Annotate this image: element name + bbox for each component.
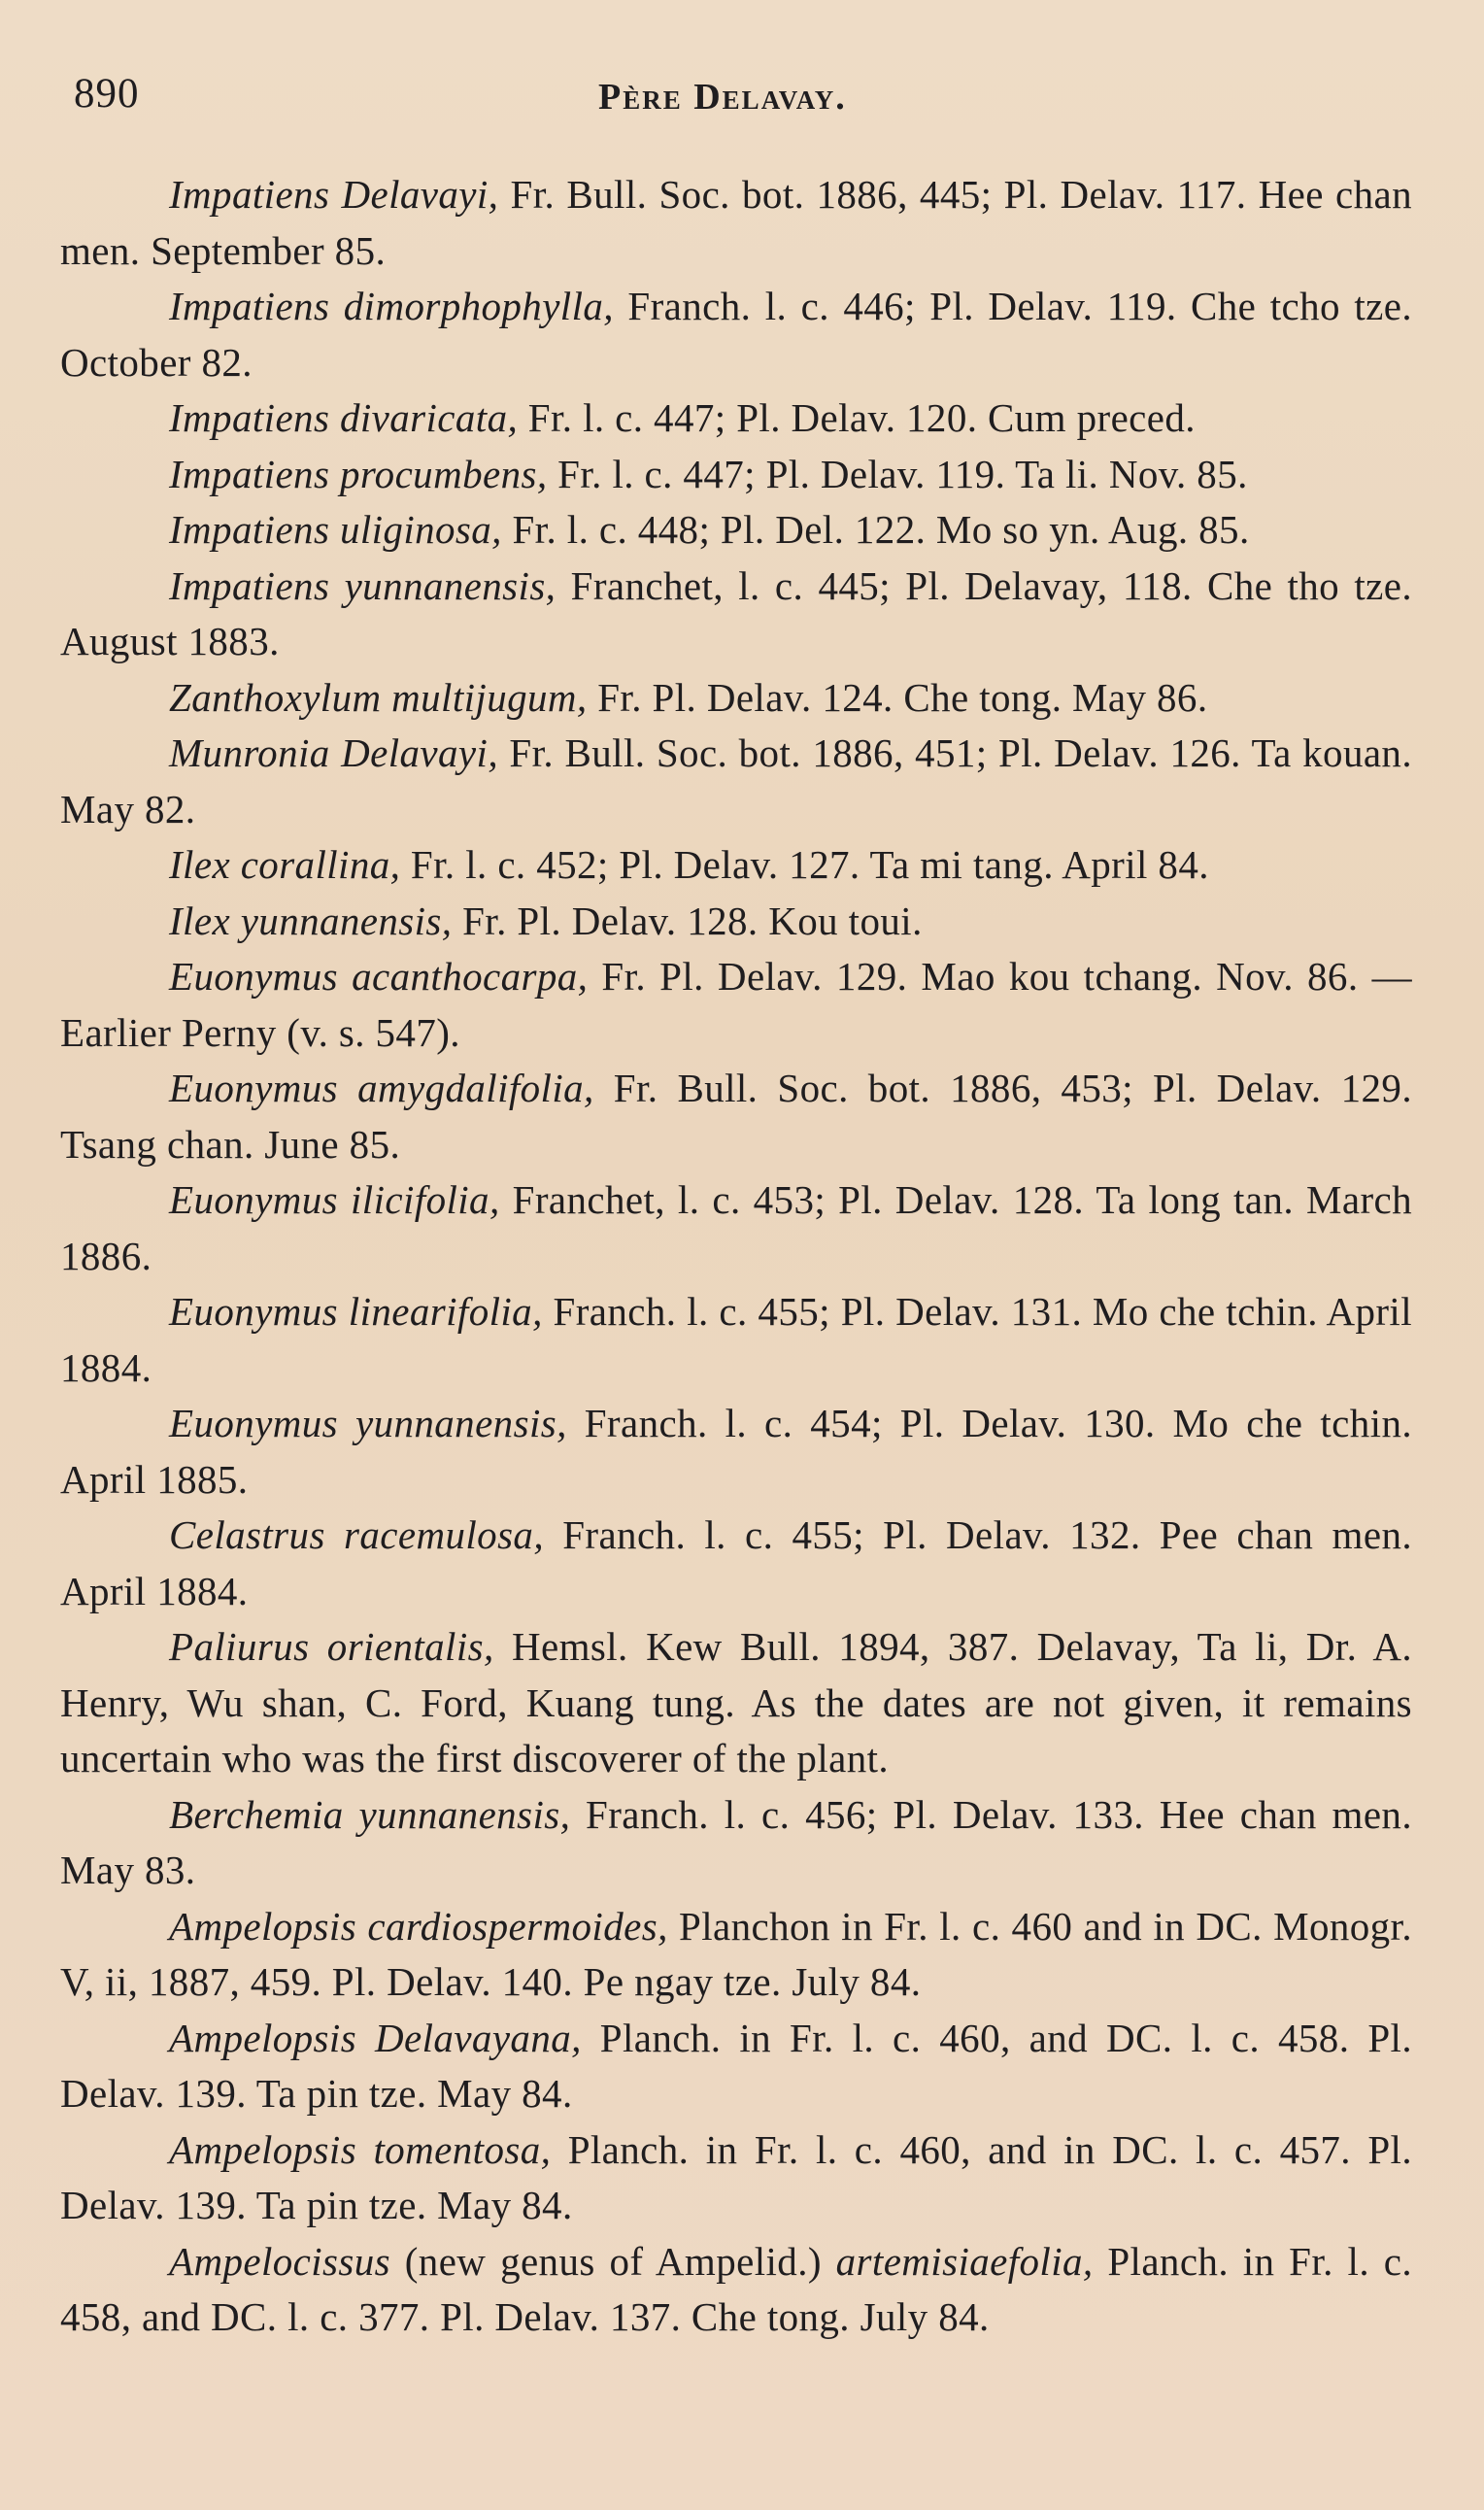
species-name: Ampelopsis cardiospermoides, [169, 1903, 668, 1949]
species-citation: Fr. Pl. Delav. 124. Che tong. May 86. [587, 674, 1208, 720]
page-header [74, 70, 1414, 128]
list-item [60, 894, 1412, 950]
species-name: Zanthoxylum multijugum, [169, 674, 588, 720]
page-number: 890 [74, 71, 140, 117]
list-item [60, 559, 1412, 670]
list-item [60, 1787, 1412, 1899]
species-name: Celastrus racemulosa, [169, 1512, 544, 1557]
species-citation: Fr. Pl. Delav. 128. Kou toui. [452, 898, 923, 943]
species-name: Euonymus amygdalifolia, [169, 1066, 594, 1110]
list-item [60, 1508, 1412, 1619]
list-item [60, 2122, 1412, 2234]
species-name: Euonymus linearifolia, [169, 1289, 543, 1334]
species-citation: Planchon in Fr. l. c. 460 and in DC. Monogr. V, ii, 1887, 459. Pl. Delav. 140. Pe ngay tze. July 84. [60, 1903, 1412, 2004]
species-list [60, 167, 1412, 2346]
species-citation: Fr. Bull. Soc. bot. 1886, 445; Pl. Delav. 117. Hee chan men. September 85. [60, 172, 1412, 273]
species-citation: Planch. in Fr. l. c. 460, and DC. l. c. 458. Pl. Delav. 139. Ta pin tze. May 84. [60, 2015, 1412, 2116]
species-name: Munronia Delavayi, [169, 730, 498, 775]
species-name: Euonymus yunnanensis, [169, 1401, 567, 1445]
list-item [60, 837, 1412, 894]
species-citation: Fr. l. c. 447; Pl. Delav. 119. Ta li. Nov. 85. [547, 451, 1248, 496]
list-item [60, 670, 1412, 727]
list-item [60, 1396, 1412, 1508]
species-citation: Fr. l. c. 447; Pl. Delav. 120. Cum preced. [518, 395, 1196, 440]
species-citation: Franchet, l. c. 453; Pl. Delav. 128. Ta long tan. March 1886. [60, 1177, 1412, 1278]
list-item [60, 2011, 1412, 2122]
species-name: Impatiens procumbens, [169, 451, 548, 496]
species-citation: Fr. Bull. Soc. bot. 1886, 453; Pl. Delav. 129. Tsang chan. June 85. [60, 1066, 1412, 1167]
genus-name: Ampelocissus [169, 2238, 390, 2284]
species-citation: Franch. l. c. 446; Pl. Delav. 119. Che tcho tze. October 82. [60, 284, 1412, 385]
species-citation: Fr. l. c. 452; Pl. Delav. 127. Ta mi tang. April 84. [400, 842, 1209, 887]
species-citation: Franchet, l. c. 445; Pl. Delavay, 118. Che tho tze. August 1883. [60, 562, 1413, 663]
list-item [60, 1172, 1412, 1284]
species-citation: Franch. l. c. 455; Pl. Delav. 132. Pee chan men. April 1884. [60, 1512, 1412, 1613]
species-name: Impatiens uliginosa, [169, 507, 502, 552]
list-item [60, 949, 1412, 1061]
list-item [60, 502, 1412, 559]
list-item [60, 1899, 1412, 2011]
list-item [60, 390, 1412, 447]
species-citation: Franch. l. c. 455; Pl. Delav. 131. Mo che tchin. April 1884. [60, 1289, 1412, 1390]
species-citation: Planch. in Fr. l. c. 458, and DC. l. c. 377. Pl. Delav. 137. Che tong. July 84. [60, 2238, 1412, 2339]
species-citation: Fr. Pl. Delav. 129. Mao kou tchang. Nov. 86. — Earlier Perny (v. s. 547). [60, 954, 1412, 1055]
species-citation: Franch. l. c. 454; Pl. Delav. 130. Mo che tchin. April 1885. [60, 1401, 1412, 1502]
running-head: Père Delavay. [598, 77, 847, 118]
species-name: Ilex corallina, [169, 842, 401, 887]
list-item [60, 1061, 1412, 1172]
list-item [60, 726, 1412, 837]
species-name: Paliurus orientalis, [169, 1624, 494, 1669]
list-item [60, 2234, 1412, 2346]
species-citation: Franch. l. c. 456; Pl. Delav. 133. Hee chan men. May 83. [60, 1791, 1412, 1892]
species-name: Impatiens divaricata, [169, 395, 519, 440]
list-item [60, 1619, 1412, 1787]
list-item [60, 1284, 1412, 1396]
species-name: Berchemia yunnanensis, [169, 1791, 571, 1837]
species-name: Impatiens Delavayi, [169, 172, 499, 217]
genus-note: (new genus of Ampelid.) [390, 2238, 836, 2284]
species-citation: Fr. Bull. Soc. bot. 1886, 451; Pl. Delav. 126. Ta kouan. May 82. [60, 730, 1412, 831]
species-name: Ampelopsis tomentosa, [169, 2126, 552, 2172]
species-name: Impatiens yunnanensis, [169, 562, 556, 608]
species-name: Euonymus acanthocarpa, [169, 954, 589, 999]
species-citation: Planch. in Fr. l. c. 460, and in DC. l. c. 457. Pl. Delav. 139. Ta pin tze. May 84. [60, 2126, 1412, 2227]
species-name: Impatiens dimorphophylla, [169, 284, 614, 328]
species-citation: Fr. l. c. 448; Pl. Del. 122. Mo so yn. Aug. 85. [501, 507, 1250, 552]
species-name: Ampelopsis Delavayana, [169, 2015, 582, 2060]
species-citation: Hemsl. Kew Bull. 1894, 387. Delavay, Ta li, Dr. A. Henry, Wu shan, C. Ford, Kuang tung. As the dates are not given, it remains uncertain who was the first discoverer of the plant. [60, 1624, 1413, 1781]
species-name: Euonymus ilicifolia, [169, 1177, 500, 1222]
list-item [60, 279, 1412, 390]
species-name: Ilex yunnanensis, [169, 898, 453, 943]
list-item [60, 167, 1412, 279]
species-epithet: artemisiaefolia, [835, 2238, 1094, 2284]
list-item [60, 447, 1412, 503]
